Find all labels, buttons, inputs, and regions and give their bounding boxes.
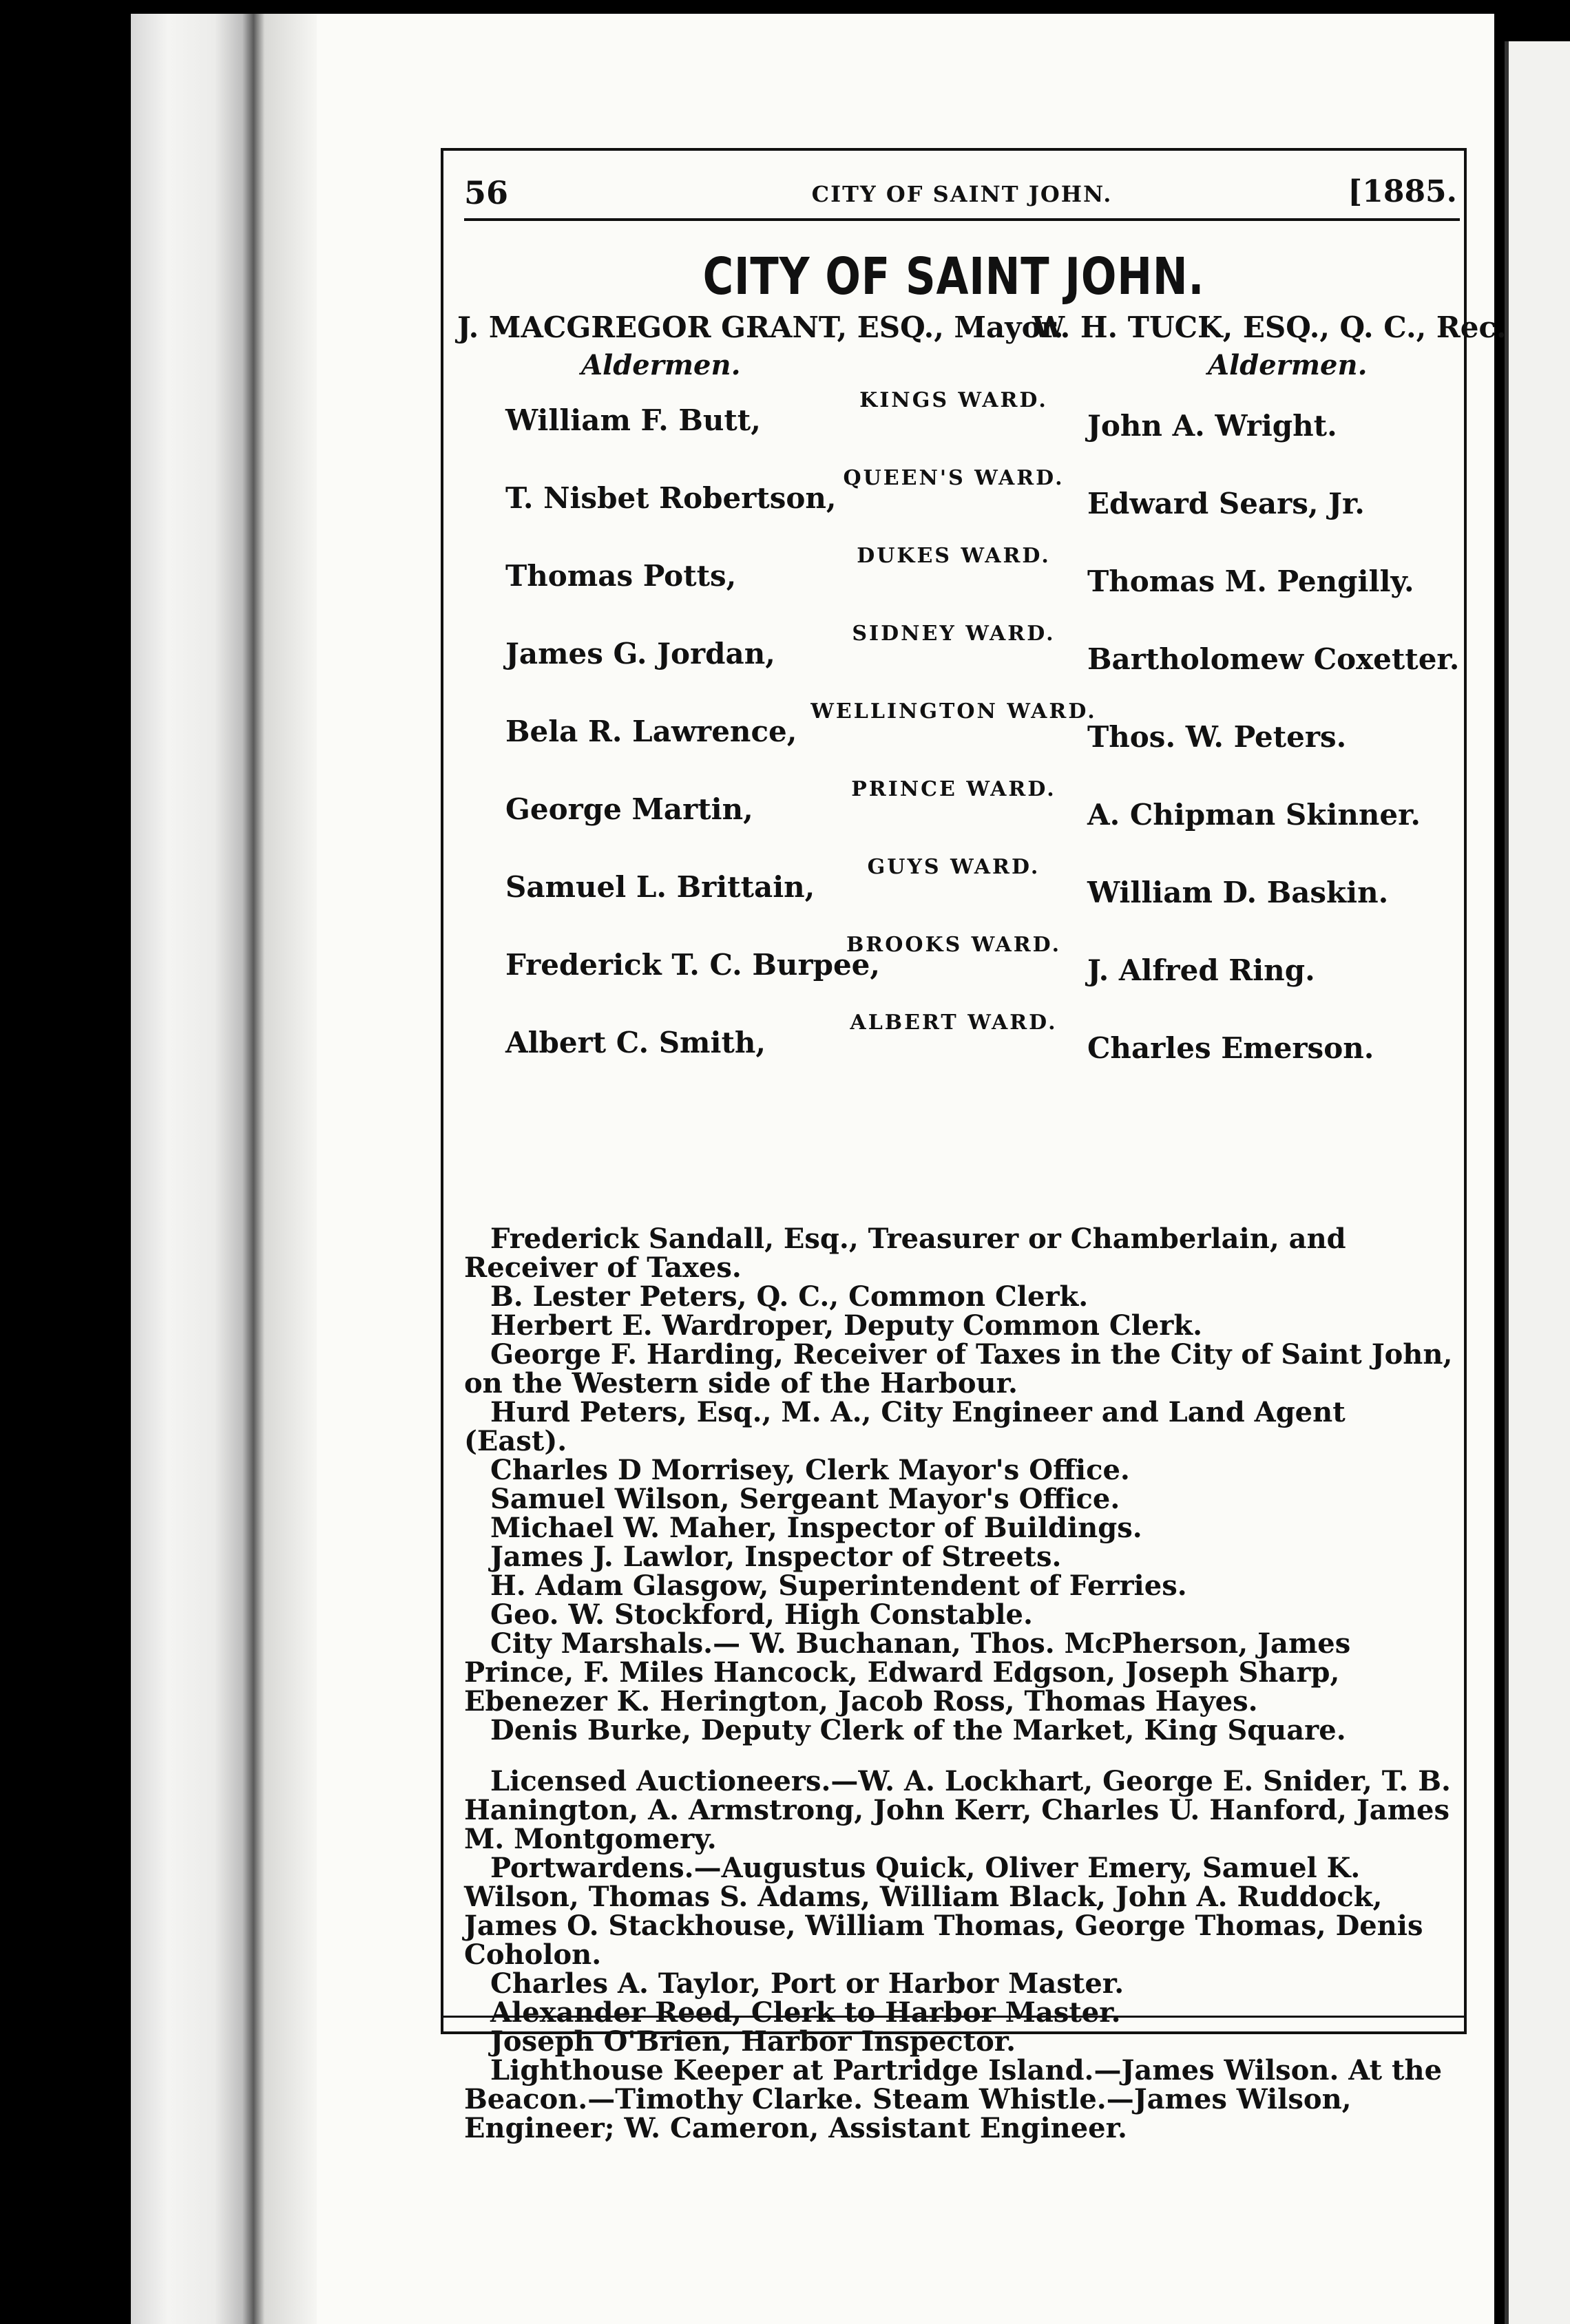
ward-row bbox=[443, 544, 1464, 622]
officer-entry: Alexander Reed, Clerk to Harbor Master. bbox=[490, 1996, 1121, 2029]
running-header bbox=[464, 170, 1460, 221]
officer-entry: Joseph O'Brien, Harbor Inspector. bbox=[490, 2025, 1016, 2058]
officer-entry: Licensed Auctioneers.—W. A. Lockhart, George E. Snider, T. B. Hanington, A. Armstrong, John Kerr, Charles U. Hanford, James M. Montgomery. bbox=[464, 1765, 1451, 1855]
officer-entry: City Marshals.— W. Buchanan, Thos. McPherson, James Prince, F. Miles Hancock, Edward Edgson, Joseph Sharp, Ebenezer K. Herington, Jacob Ross, Thomas Hayes. bbox=[464, 1627, 1351, 1718]
ward-row bbox=[443, 777, 1464, 856]
frame-bottom-rule bbox=[443, 2016, 1464, 2018]
officer-entry: H. Adam Glasgow, Superintendent of Ferries. bbox=[490, 1570, 1187, 1602]
ward-row bbox=[443, 699, 1464, 778]
ward-row bbox=[443, 388, 1464, 467]
alderman-left: T. Nisbet Robertson, bbox=[505, 481, 837, 515]
officer-entry: Samuel Wilson, Sergeant Mayor's Office. bbox=[490, 1483, 1120, 1515]
aldermen-label-left: Aldermen. bbox=[581, 349, 741, 381]
officer-entry: Michael W. Maher, Inspector of Buildings. bbox=[490, 1512, 1142, 1544]
alderman-right: Charles Emerson. bbox=[1087, 1031, 1374, 1065]
page-frame bbox=[441, 148, 1507, 2144]
officer-entry: Hurd Peters, Esq., M. A., City Engineer and Land Agent (East). bbox=[464, 1396, 1346, 1457]
alderman-right: John A. Wright. bbox=[1087, 409, 1337, 443]
officer-entry: Lighthouse Keeper at Partridge Island.—James Wilson. At the Beacon.—Timothy Clarke. Steam Whistle.—James Wilson, Engineer; W. Cameron, Assistant Engineer. bbox=[464, 2054, 1443, 2144]
officer-entry: George F. Harding, Receiver of Taxes in the City of Saint John, on the Western side of the Harbour. bbox=[464, 1338, 1453, 1399]
officer-entry: Geo. W. Stockford, High Constable. bbox=[490, 1598, 1033, 1631]
officer-entry: B. Lester Peters, Q. C., Common Clerk. bbox=[490, 1280, 1089, 1313]
officers-list bbox=[464, 1225, 1457, 2143]
year: [1885. bbox=[1348, 174, 1457, 209]
officer-entry: Herbert E. Wardroper, Deputy Common Clerk. bbox=[490, 1309, 1203, 1342]
aldermen-label-right: Aldermen. bbox=[1208, 349, 1368, 381]
alderman-right: A. Chipman Skinner. bbox=[1087, 798, 1421, 832]
alderman-left: Samuel L. Brittain, bbox=[505, 870, 815, 904]
ward-name: DUKES WARD. bbox=[857, 544, 1051, 568]
alderman-right: Thos. W. Peters. bbox=[1087, 720, 1347, 754]
page-title: CITY OF SAINT JOHN. bbox=[702, 247, 1205, 306]
alderman-left: Albert C. Smith, bbox=[505, 1026, 766, 1059]
alderman-left: William F. Butt, bbox=[505, 403, 761, 437]
ward-row bbox=[443, 1011, 1464, 1089]
ward-name: WELLINGTON WARD. bbox=[810, 699, 1097, 723]
ward-row bbox=[443, 855, 1464, 933]
officer-entry: Denis Burke, Deputy Clerk of the Market, King Square. bbox=[490, 1714, 1346, 1746]
alderman-right: William D. Baskin. bbox=[1087, 876, 1389, 909]
officer-entry: James J. Lawlor, Inspector of Streets. bbox=[490, 1541, 1062, 1573]
alderman-right: Edward Sears, Jr. bbox=[1087, 487, 1365, 520]
ward-row bbox=[443, 933, 1464, 1011]
alderman-left: George Martin, bbox=[505, 792, 753, 826]
ward-name: PRINCE WARD. bbox=[851, 777, 1056, 801]
facing-page-edge bbox=[1505, 41, 1570, 2324]
alderman-right: J. Alfred Ring. bbox=[1087, 953, 1315, 987]
ward-name: GUYS WARD. bbox=[867, 855, 1040, 879]
running-title: CITY OF SAINT JOHN. bbox=[811, 181, 1113, 207]
book-binding bbox=[131, 14, 317, 2324]
recorder: W. H. TUCK, ESQ., Q. C., Rec. bbox=[1032, 310, 1507, 344]
page-number: 56 bbox=[464, 174, 509, 211]
ward-row bbox=[443, 466, 1464, 545]
ward-row bbox=[443, 622, 1464, 700]
ward-name: KINGS WARD. bbox=[859, 388, 1048, 412]
officer-entry: Charles A. Taylor, Port or Harbor Master. bbox=[490, 1967, 1124, 2000]
alderman-left: James G. Jordan, bbox=[505, 637, 775, 670]
ward-name: ALBERT WARD. bbox=[850, 1011, 1058, 1035]
alderman-left: Frederick T. C. Burpee, bbox=[505, 948, 881, 982]
alderman-right: Bartholomew Coxetter. bbox=[1087, 642, 1460, 676]
alderman-left: Bela R. Lawrence, bbox=[505, 715, 797, 748]
mayor: J. MACGREGOR GRANT, ESQ., Mayor. bbox=[457, 310, 1064, 344]
officer-entry: Charles D Morrisey, Clerk Mayor's Office. bbox=[490, 1454, 1130, 1486]
alderman-right: Thomas M. Pengilly. bbox=[1087, 564, 1414, 598]
alderman-left: Thomas Potts, bbox=[505, 559, 737, 593]
ward-name: QUEEN'S WARD. bbox=[843, 466, 1065, 490]
ward-name: SIDNEY WARD. bbox=[852, 622, 1056, 646]
officer-entry: Frederick Sandall, Esq., Treasurer or Chamberlain, and Receiver of Taxes. bbox=[464, 1223, 1346, 1284]
officer-entry: Portwardens.—Augustus Quick, Oliver Emery, Samuel K. Wilson, Thomas S. Adams, William Black, John A. Ruddock, James O. Stackhouse, William Thomas, George Thomas, Denis Coholon. bbox=[464, 1852, 1423, 1971]
ward-name: BROOKS WARD. bbox=[846, 933, 1062, 957]
